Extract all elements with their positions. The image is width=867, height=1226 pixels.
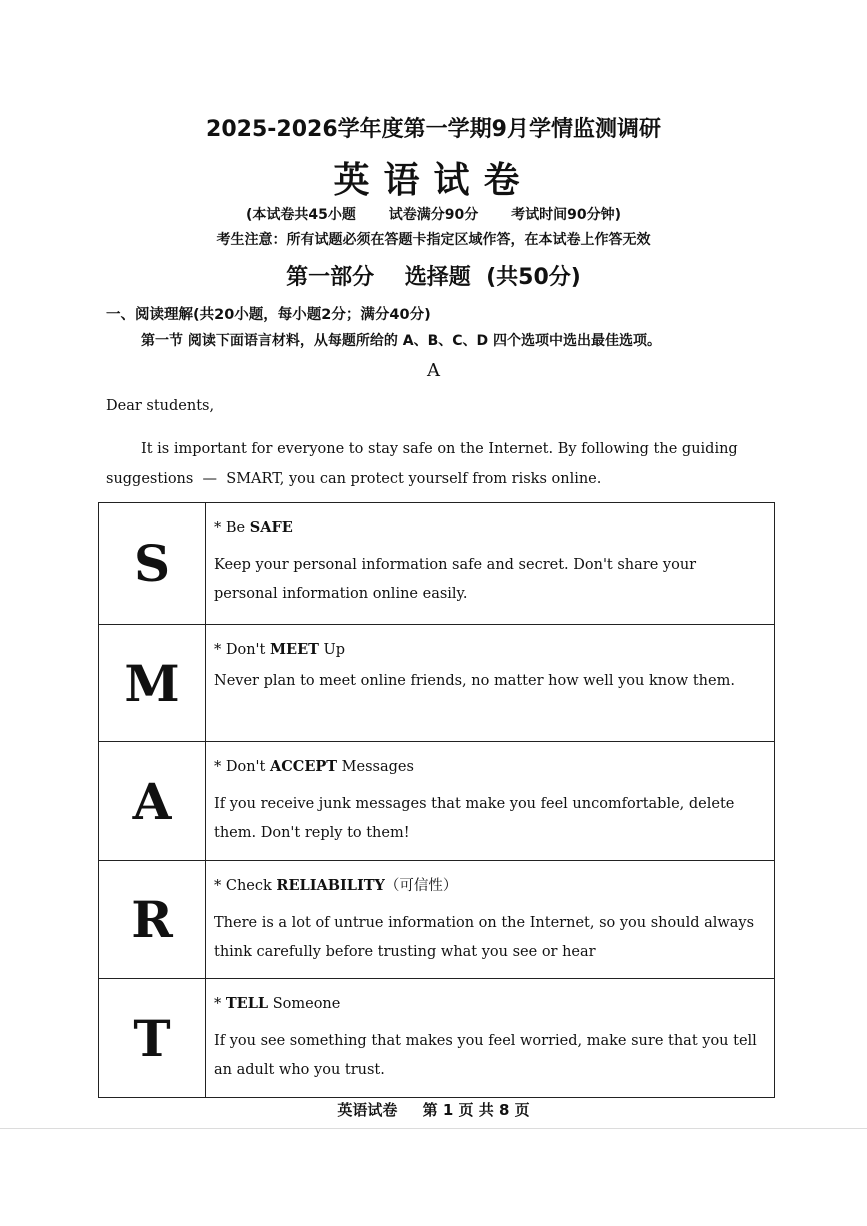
row-description: If you see something that makes you feel worried, make sure that you tell an adult who you trust.	[214, 1033, 757, 1078]
subject-title: 英语试卷	[333, 159, 534, 201]
page-footer	[0, 1099, 867, 1120]
exam-time: 考试时间90分钟)	[511, 207, 621, 223]
row-content	[206, 625, 775, 742]
row-letter: R	[99, 861, 206, 979]
part-title: 第一部分 选择题 (共50分)	[286, 265, 581, 290]
row-description: If you receive junk messages that make you feel uncomfortable, delete them. Don't reply to them!	[214, 796, 735, 841]
table-row	[99, 503, 775, 625]
subsection-heading: 第一节 阅读下面语言材料，从每题所给的 A、B、C、D 四个选项中选出最佳选项。	[141, 333, 662, 349]
footer-subject: 英语试卷	[337, 1101, 398, 1119]
exam-info	[0, 204, 867, 224]
passage-greeting: Dear students,	[106, 398, 215, 414]
row-letter: A	[99, 742, 206, 861]
section-heading: 一、阅读理解(共20小题，每小题2分；满分40分)	[106, 307, 431, 323]
table-row	[99, 861, 775, 979]
row-title: * Don't ACCEPT Messages	[214, 758, 414, 775]
row-content	[206, 979, 775, 1098]
row-description: Never plan to meet online friends, no matter how well you know them.	[214, 673, 735, 689]
question-count: (本试卷共45小题	[245, 207, 356, 223]
row-content	[206, 742, 775, 861]
smart-table	[98, 502, 775, 1098]
exam-notice: 考生注意：所有试题必须在答题卡指定区域作答，在本试卷上作答无效	[216, 232, 651, 248]
row-letter: T	[99, 979, 206, 1098]
row-letter: M	[99, 625, 206, 742]
row-letter: S	[99, 503, 206, 625]
row-title: * Check RELIABILITY（可信性）	[214, 877, 458, 894]
row-title: * Don't MEET Up	[214, 641, 346, 658]
table-row	[99, 979, 775, 1098]
row-description: Keep your personal information safe and secret. Don't share your personal information online easily.	[214, 557, 697, 602]
row-title: * Be SAFE	[214, 519, 293, 536]
passage-label: A	[427, 360, 440, 381]
row-content	[206, 503, 775, 625]
passage-intro-line-2: suggestions — SMART, you can protect yourself from risks online.	[106, 471, 602, 487]
exam-title: 2025-2026学年度第一学期9月学情监测调研	[206, 117, 661, 142]
page-divider	[0, 1128, 867, 1129]
row-content	[206, 861, 775, 979]
row-title: * TELL Someone	[214, 995, 341, 1012]
full-score: 试卷满分90分	[388, 207, 479, 223]
table-row	[99, 742, 775, 861]
passage-intro-line-1: It is important for everyone to stay safe on the Internet. By following the guiding	[141, 441, 738, 457]
footer-page-number: 第 1 页 共 8 页	[422, 1101, 530, 1119]
table-row	[99, 625, 775, 742]
row-description: There is a lot of untrue information on the Internet, so you should always think carefully before trusting what you see or hear	[214, 915, 755, 960]
